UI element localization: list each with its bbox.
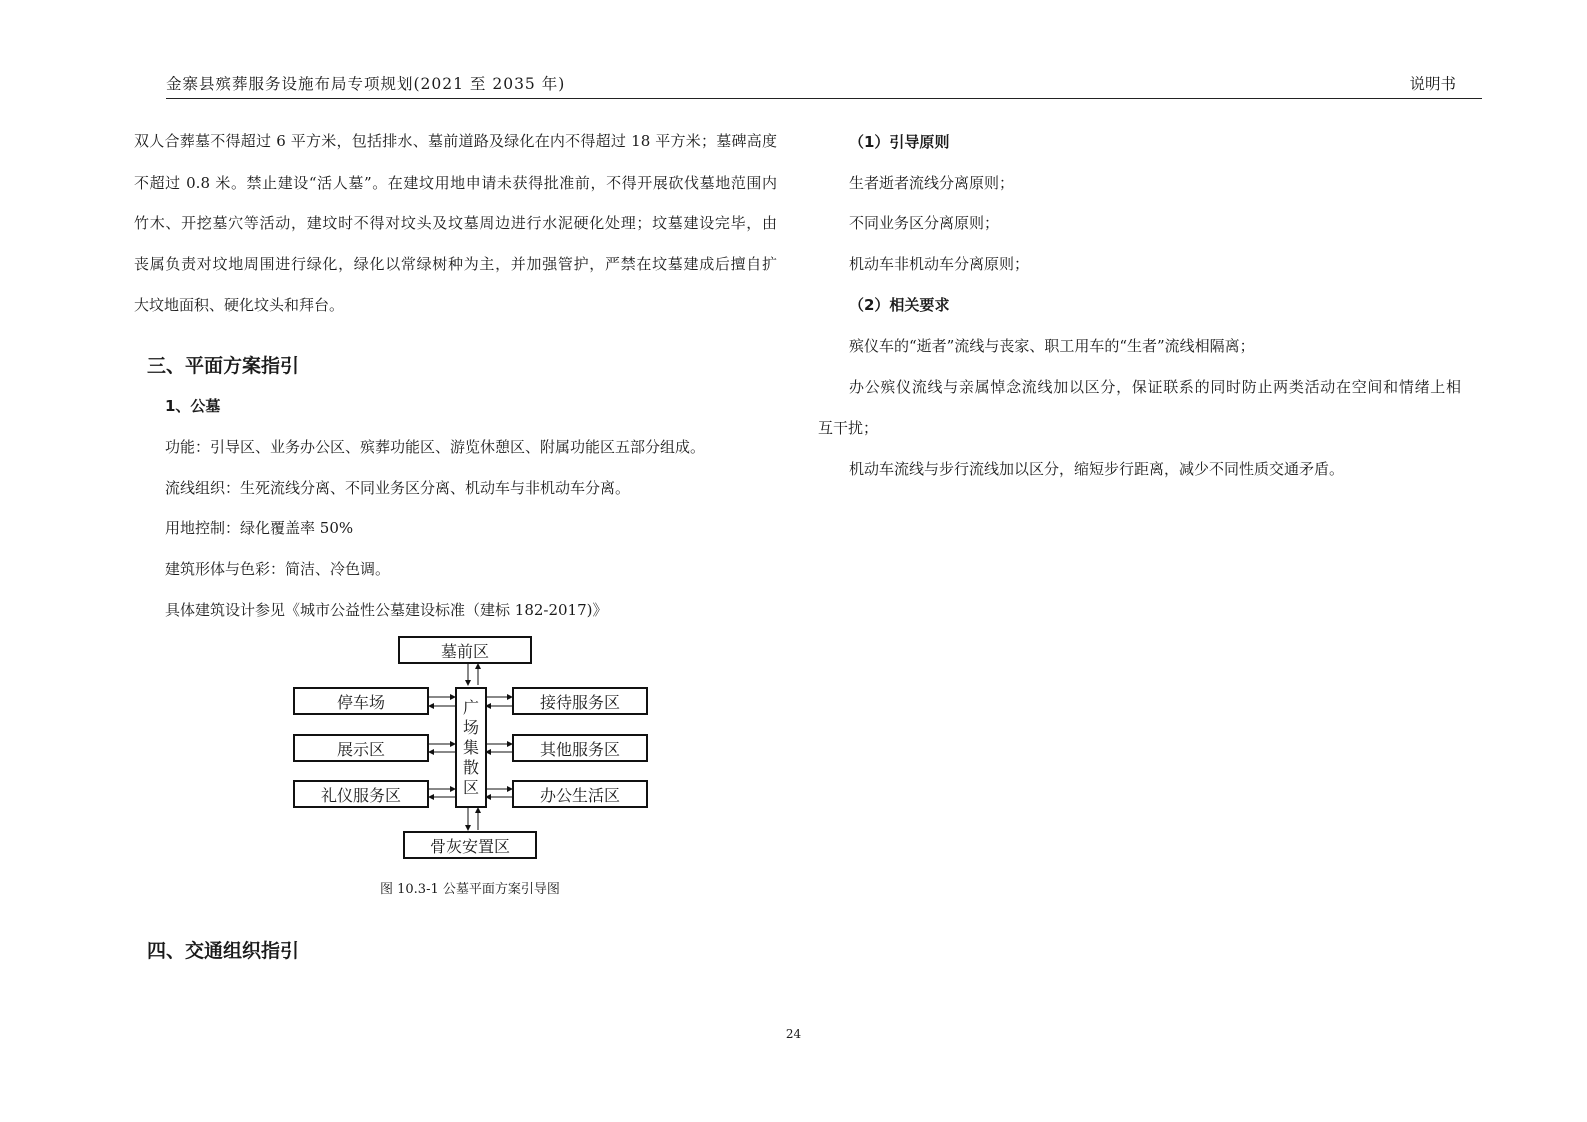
requirement-text: 互干扰；: [818, 419, 879, 437]
requirement-text: 办公殡仪流线与亲属悼念流线加以区分，保证联系的同时防止两类活动在空间和情绪上相: [849, 378, 1461, 396]
diagram-box-left: 礼仪服务区: [293, 780, 429, 808]
requirement-text: 殡仪车的“逝者”流线与丧家、职工用车的“生者”流线相隔离；: [849, 337, 1255, 355]
diagram-box-right: 其他服务区: [512, 734, 648, 762]
item-text: 功能：引导区、业务办公区、殡葬功能区、游览休憩区、附属功能区五部分组成。: [165, 438, 706, 456]
center-char: 集: [462, 737, 479, 757]
diagram-box-left: 展示区: [293, 734, 429, 762]
item-text: 具体建筑设计参见《城市公益性公墓建设标准（建标 182-2017)》: [165, 601, 608, 619]
diagram-box-top: 墓前区: [398, 636, 532, 664]
diagram-box-right: 接待服务区: [512, 687, 648, 715]
principle-text: 机动车非机动车分离原则；: [849, 255, 1030, 273]
center-char: 区: [462, 777, 479, 797]
page-header: [166, 72, 1482, 99]
figure-caption: 图 10.3-1 公墓平面方案引导图: [380, 882, 560, 897]
paragraph-line: 丧属负责对坟地周围进行绿化，绿化以常绿树种为主，并加强管护，严禁在坟墓建成后擅自扩: [134, 255, 777, 273]
diagram-box-left: 停车场: [293, 687, 429, 715]
paragraph-line: 不超过 0.8 米。禁止建设“活人墓”。在建坟用地申请未获得批准前，不得开展砍伐墓地范围内: [134, 174, 777, 192]
subsection-heading: 1、公墓: [165, 397, 221, 415]
diagram-box-right: 办公生活区: [512, 780, 648, 808]
diagram-box-center: [455, 687, 487, 808]
section-heading: 四、交通组织指引: [147, 940, 300, 962]
center-char: 广: [462, 697, 479, 717]
document-type: 说明书: [1409, 75, 1456, 93]
diagram-box-bottom: 骨灰安置区: [403, 831, 537, 859]
subsection-heading: （2）相关要求: [849, 296, 950, 314]
principle-text: 不同业务区分离原则；: [849, 214, 1000, 232]
subsection-heading: （1）引导原则: [849, 133, 950, 151]
requirement-text: 机动车流线与步行流线加以区分，缩短步行距离，减少不同性质交通矛盾。: [849, 460, 1345, 478]
page-number: 24: [785, 1027, 802, 1041]
item-text: 流线组织：生死流线分离、不同业务区分离、机动车与非机动车分离。: [165, 479, 631, 497]
center-char: 散: [462, 757, 479, 777]
principle-text: 生者逝者流线分离原则；: [849, 174, 1015, 192]
center-char: 场: [462, 717, 479, 737]
section-heading: 三、平面方案指引: [147, 355, 300, 377]
item-text: 建筑形体与色彩：简洁、冷色调。: [165, 560, 391, 578]
paragraph-line: 双人合葬墓不得超过 6 平方米，包括排水、墓前道路及绿化在内不得超过 18 平方米；墓碑高度: [134, 132, 777, 150]
paragraph-line: 大坟地面积、硬化坟头和拜台。: [134, 296, 345, 314]
item-text: 用地控制：绿化覆盖率 50%: [165, 519, 354, 537]
paragraph-line: 竹木、开挖墓穴等活动，建坟时不得对坟头及坟墓周边进行水泥硬化处理；坟墓建设完毕，由: [134, 214, 777, 232]
document-title: 金寨县殡葬服务设施布局专项规划(2021 至 2035 年): [166, 75, 566, 93]
